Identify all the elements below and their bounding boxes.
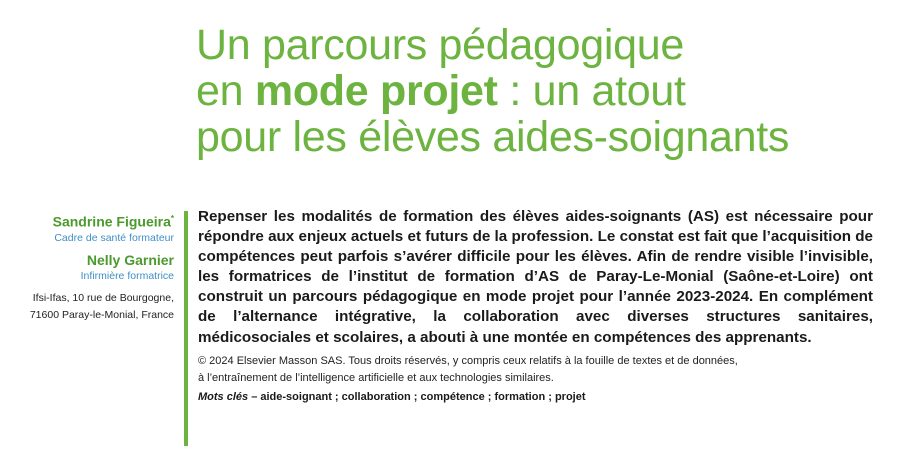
author-role: Cadre de santé formateur — [54, 231, 174, 244]
copyright-line: à l’entraînement de l’intelligence artificielle et aux technologies similaires. — [198, 371, 554, 384]
corresponding-author-marker: * — [170, 214, 174, 223]
author-name — [0, 210, 174, 231]
title-line-1: Un parcours pédagogique — [196, 21, 684, 69]
title-line-2-suffix: : un atout — [497, 67, 686, 115]
keywords-list: aide-soignant ; collaboration ; compétence ; formation ; projet — [260, 390, 586, 403]
keywords — [198, 390, 873, 405]
keywords-separator: – — [248, 390, 261, 403]
title-line-3: pour les élèves aides-soignants — [196, 113, 790, 161]
copyright-line: © 2024 Elsevier Masson SAS. Tous droits réservés, y compris ceux relatifs à la fouille de textes et de données, — [198, 354, 738, 367]
affiliation — [0, 290, 174, 324]
author-name-text: Sandrine Figueira — [52, 213, 171, 230]
affiliation-line: 71600 Paray-le-Monial, France — [29, 308, 174, 321]
abstract-accent-bar — [184, 211, 188, 446]
author-name — [0, 252, 174, 269]
author-block — [0, 210, 174, 324]
author-role: Infirmière formatrice — [80, 269, 174, 282]
title-emphasis: mode projet — [254, 67, 498, 115]
affiliation-line: Ifsi-Ifas, 10 rue de Bourgogne, — [32, 291, 174, 304]
abstract-text: Repenser les modalités de formation des élèves aides-soignants (AS) est nécessaire pour répondre aux enjeux actuels et futurs de la profession. Le constat est fait que l’acquisition de compétences peut parfois s’avérer difficile pour les élèves. Afin de rendre visible l’invisible, les formatrices de l’institut de formation d’AS de Paray-Le-Monial (Saône-et-Loire) ont construit un parcours pédagogique en mode projet pour l’année 2023-2024. En complément de l’alternance intégrative, la collaboration avec diverses structures sanitaires, médicosociales et scolaires, a abouti à une montée en compétences des apprenants. — [198, 208, 873, 346]
copyright-notice — [198, 353, 873, 387]
abstract-section — [198, 207, 873, 405]
author-name-text: Nelly Garnier — [86, 251, 174, 268]
article-title — [196, 22, 896, 160]
keywords-label: Mots clés — [198, 390, 249, 403]
title-line-2 — [196, 68, 896, 114]
title-line-2-prefix: en — [196, 67, 255, 115]
